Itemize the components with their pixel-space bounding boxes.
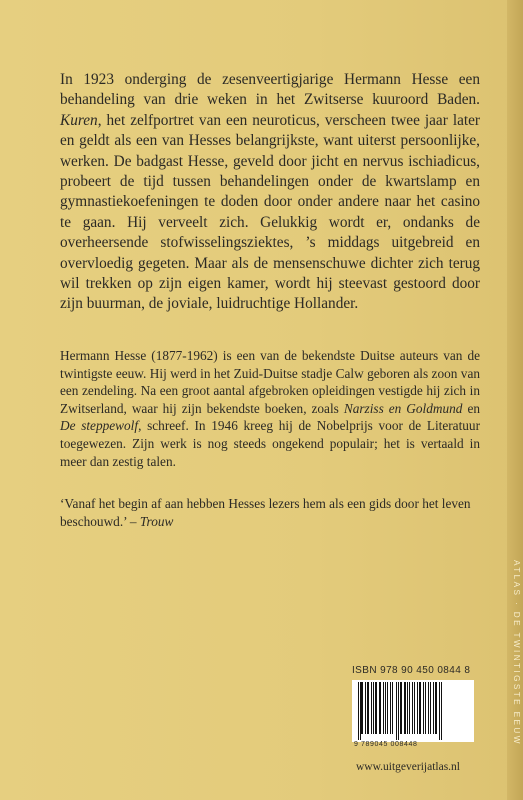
barcode-bar — [375, 682, 377, 734]
barcode-bar — [412, 682, 413, 734]
barcode-bar — [414, 682, 415, 734]
barcode — [352, 680, 474, 742]
barcode-guard-bar — [360, 682, 361, 740]
barcode-digits: 9 789045 008448 — [354, 741, 418, 748]
barcode-bar — [435, 682, 437, 734]
synopsis-text-1: In 1923 onderging de zesenveertigjarige Hermann Hesse een behandeling van drie weken in het Zwitserse kuuroord Baden. — [60, 71, 480, 109]
book-title-steppewolf: De steppewolf — [60, 418, 139, 434]
barcode-bar — [371, 682, 372, 734]
barcode-guard-bar — [398, 682, 399, 740]
author-bio-paragraph — [60, 347, 480, 470]
series-label: ATLAS · DE TWINTIGSTE EEUW — [512, 560, 521, 746]
barcode-bar — [409, 682, 410, 734]
barcode-bar — [419, 682, 421, 734]
barcode-bar — [383, 682, 384, 734]
barcode-bar — [361, 682, 363, 734]
bio-text-3: , schreef. In 1946 kreeg hij de Nobelprijs voor de Literatuur toegewezen. Zijn werk is nog steeds ongekend populair; het is vertaald in meer dan zestig talen. — [60, 418, 480, 469]
barcode-bar — [390, 682, 391, 734]
publisher-website[interactable]: www.uitgeverijatlas.nl — [356, 761, 461, 773]
barcode-bar — [400, 682, 402, 734]
barcode-bar — [379, 682, 381, 734]
synopsis-text-2: , het zelfportret van een neuroticus, verscheen twee jaar later en geldt als een van Hesses belangrijkste, want uiterst persoonlijke, werken. De badgast Hesse, geveld door jicht en nervus ischiadicus, probeert de tijd tussen behandelingen onder de kwartslamp en gymnastiekoefeningen te doden door onder andere naar het casino te gaan. Hij verveelt zich. Gelukkig wordt er, ondanks de overheersende stofwisselingsziektes, ’s middags uitgebreid en overvloedig gegeten. Maar als de mensenschuwe dichter zich terug wil trekken op zijn eigen kamer, wordt hij steevast gestoord door zijn buurman, de joviale, luidruchtige Hollander. — [60, 111, 480, 313]
synopsis-paragraph — [60, 70, 480, 315]
barcode-bar — [430, 682, 431, 734]
barcode-guard-bar — [439, 682, 440, 740]
barcode-bar — [365, 682, 366, 734]
barcode-bar — [404, 682, 406, 734]
barcode-guard-bar — [441, 682, 442, 740]
barcode-bar — [423, 682, 424, 734]
book-title-narziss: Narziss en Goldmund — [343, 400, 463, 416]
barcode-bar — [433, 682, 434, 734]
barcode-bar — [387, 682, 388, 734]
bio-text-1: Hermann Hesse (1877-1962) is een van de bekendste Duitse auteurs van de twintigste eeuw. Hij werd in het Zuid-Duitse stadje Calw geboren als zoon van een zendeling. Na een groot aantal afgebroken opleidingen vestigde hij zich in Zwitserland, waar hij zijn bekendste boeken, zoals — [60, 348, 480, 416]
barcode-bar — [407, 682, 408, 734]
quote-text: ‘Vanaf het begin af aan hebben Hesses lezers hem als een gids door het leven beschouwd.’ – — [60, 496, 471, 529]
bio-text-2: en — [462, 400, 480, 416]
book-title-kuren: Kuren — [60, 111, 98, 129]
barcode-bar — [425, 682, 426, 734]
barcode-guard-bar — [358, 682, 359, 740]
press-quote — [60, 495, 480, 530]
barcode-guard-bar — [396, 682, 397, 740]
barcode-bar — [385, 682, 386, 734]
barcode-bar — [428, 682, 429, 734]
barcode-bars — [352, 680, 474, 742]
isbn-number: ISBN 978 90 450 0844 8 — [352, 665, 471, 676]
barcode-bar — [367, 682, 369, 734]
barcode-bar — [373, 682, 374, 734]
barcode-bar — [392, 682, 393, 734]
quote-source: Trouw — [139, 513, 174, 529]
barcode-bar — [417, 682, 418, 734]
